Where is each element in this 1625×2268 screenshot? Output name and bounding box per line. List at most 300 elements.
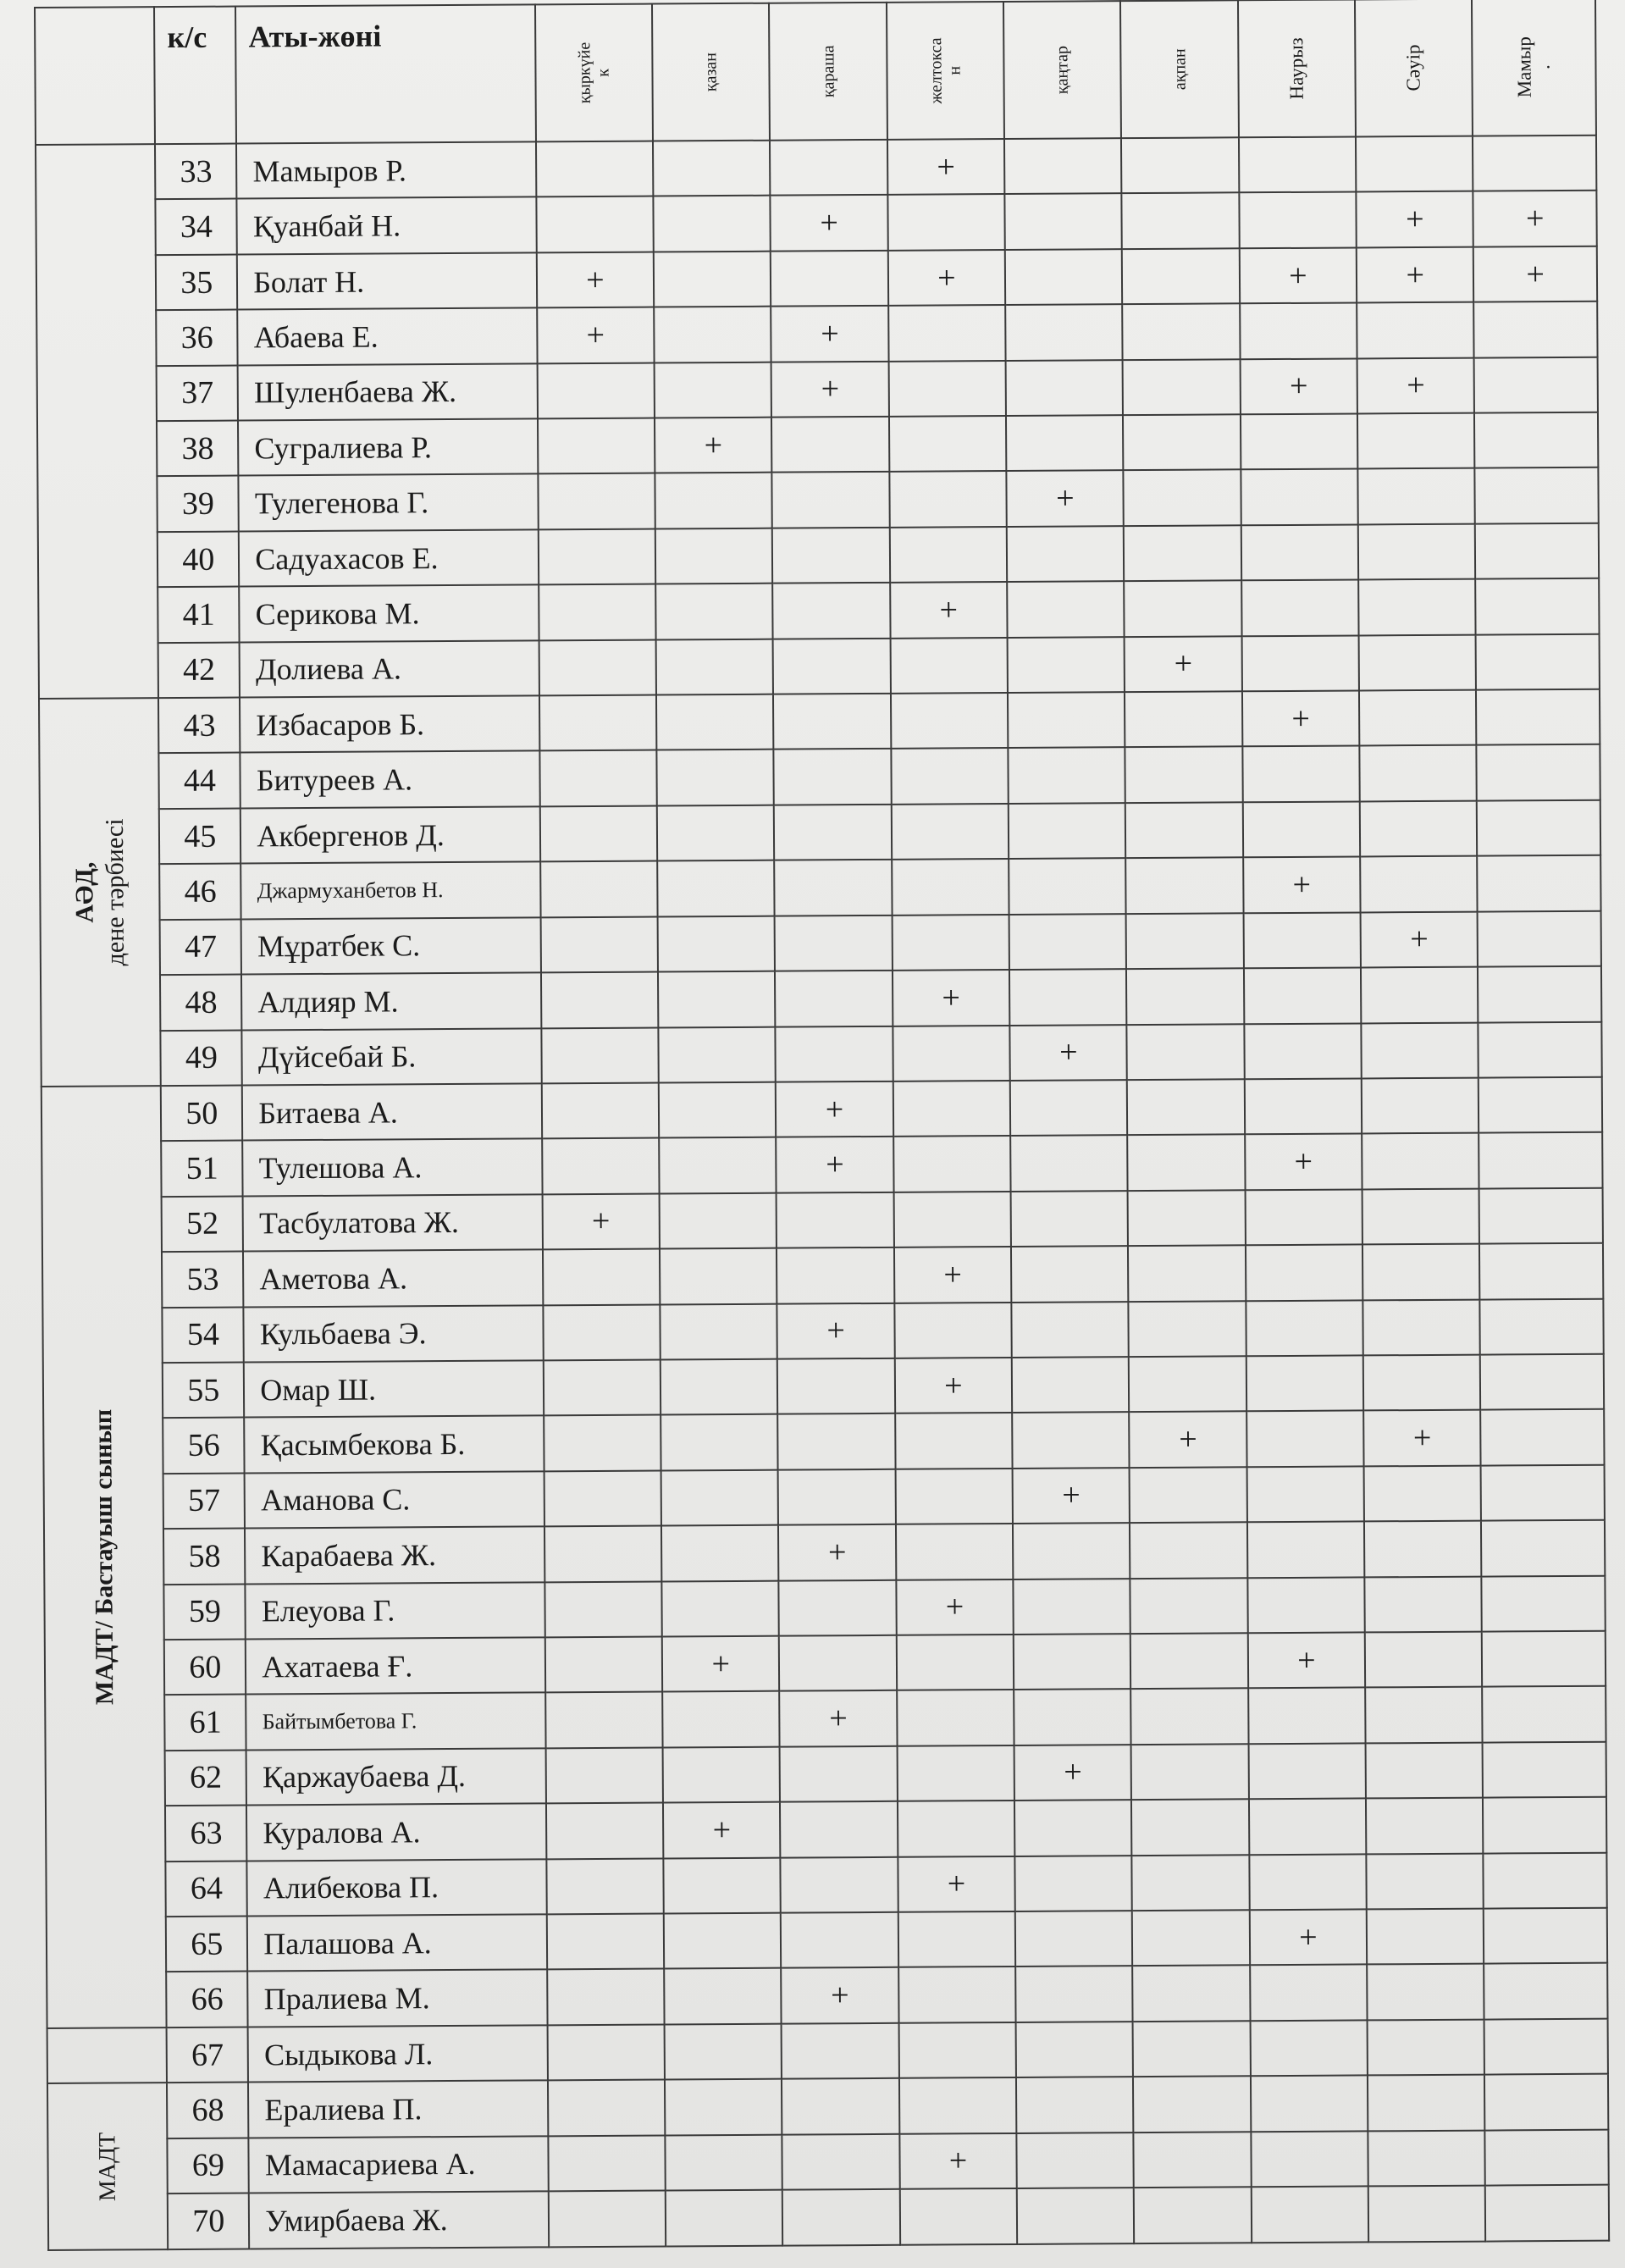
mark-cell bbox=[1479, 1132, 1603, 1188]
mark-cell: + bbox=[1245, 1134, 1362, 1190]
mark-cell bbox=[1010, 1135, 1128, 1191]
mark-cell bbox=[776, 1026, 893, 1081]
mark-cell bbox=[1359, 690, 1477, 746]
mark-cell bbox=[1474, 412, 1598, 468]
mark-cell bbox=[1014, 1856, 1132, 1911]
table-row bbox=[46, 1852, 1606, 1917]
mark-cell bbox=[1121, 137, 1239, 193]
student-name: Аметова А. bbox=[243, 1249, 543, 1307]
mark-cell bbox=[1252, 2186, 1369, 2243]
mark-cell bbox=[893, 1081, 1011, 1137]
mark-cell bbox=[891, 748, 1009, 804]
mark-cell bbox=[1126, 858, 1244, 914]
student-name: Алдияр М. bbox=[241, 972, 541, 1030]
mark-cell bbox=[1011, 1302, 1129, 1358]
mark-cell bbox=[1133, 1966, 1251, 2022]
table-row bbox=[38, 578, 1599, 644]
mark-cell bbox=[1247, 1522, 1365, 1578]
mark-cell bbox=[1362, 1244, 1480, 1300]
mark-cell bbox=[1359, 634, 1477, 690]
table-row bbox=[42, 1187, 1603, 1253]
header-month-oct: қазан bbox=[652, 3, 770, 141]
mark-cell: + bbox=[777, 1303, 895, 1358]
mark-cell bbox=[659, 1082, 777, 1138]
mark-cell bbox=[654, 252, 771, 307]
mark-cell bbox=[1482, 1575, 1606, 1631]
mark-cell: + bbox=[894, 1247, 1012, 1303]
student-name: Ахатаева Ғ. bbox=[246, 1637, 545, 1695]
mark-cell bbox=[656, 694, 774, 750]
group-label-cell bbox=[39, 698, 161, 1087]
mark-cell bbox=[779, 1579, 897, 1635]
header-month-apr: Сәуір bbox=[1355, 0, 1473, 136]
mark-cell bbox=[1131, 1689, 1249, 1745]
mark-cell bbox=[545, 1747, 663, 1803]
mark-cell bbox=[893, 1192, 1011, 1247]
mark-cell: + bbox=[1357, 357, 1475, 413]
mark-cell: + bbox=[1130, 1412, 1247, 1468]
mark-cell bbox=[1365, 1632, 1483, 1688]
table-header bbox=[35, 0, 1596, 145]
table-row bbox=[44, 1520, 1605, 1585]
mark-cell bbox=[1358, 523, 1476, 579]
student-name: Долиева А. bbox=[240, 640, 539, 698]
mark-cell bbox=[661, 1414, 778, 1470]
mark-cell bbox=[654, 307, 771, 362]
mark-cell bbox=[1016, 2077, 1134, 2132]
mark-cell bbox=[1358, 468, 1476, 524]
row-number: 68 bbox=[167, 2083, 248, 2138]
table-body bbox=[36, 136, 1609, 2250]
mark-cell: + bbox=[771, 361, 889, 417]
table-row bbox=[41, 1021, 1601, 1087]
mark-cell bbox=[1478, 966, 1601, 1022]
mark-cell bbox=[1009, 914, 1127, 970]
mark-cell bbox=[544, 1526, 662, 1582]
mark-cell: + bbox=[1473, 246, 1597, 302]
mark-cell bbox=[781, 1912, 898, 1968]
mark-cell bbox=[779, 1635, 897, 1691]
table-row bbox=[40, 800, 1600, 866]
mark-cell bbox=[547, 2024, 665, 2080]
mark-cell bbox=[775, 915, 893, 971]
mark-cell bbox=[1128, 1190, 1246, 1246]
mark-cell: + bbox=[1473, 191, 1597, 246]
mark-cell bbox=[537, 362, 655, 418]
table-row bbox=[45, 1686, 1606, 1751]
mark-cell bbox=[547, 1969, 665, 2025]
student-name: Тасбулатова Ж. bbox=[243, 1194, 543, 1252]
mark-cell bbox=[1124, 470, 1241, 526]
mark-cell bbox=[1479, 1187, 1603, 1243]
mark-cell bbox=[1473, 136, 1596, 191]
mark-cell bbox=[544, 1415, 661, 1471]
header-number: к/с bbox=[154, 7, 236, 145]
mark-cell bbox=[1014, 1689, 1131, 1745]
mark-cell bbox=[543, 1249, 661, 1305]
row-number: 41 bbox=[158, 587, 240, 643]
mark-cell bbox=[1251, 2131, 1368, 2187]
mark-cell bbox=[771, 251, 888, 307]
row-number: 35 bbox=[156, 254, 237, 310]
mark-cell bbox=[1125, 691, 1242, 747]
mark-cell bbox=[1475, 467, 1599, 523]
mark-cell bbox=[1123, 304, 1241, 360]
mark-cell bbox=[1005, 304, 1123, 360]
mark-cell bbox=[780, 1801, 898, 1857]
mark-cell: + bbox=[1240, 358, 1357, 414]
row-number: 61 bbox=[165, 1695, 246, 1751]
mark-cell bbox=[660, 1303, 777, 1359]
row-number: 53 bbox=[162, 1252, 243, 1308]
mark-cell bbox=[1481, 1409, 1605, 1465]
mark-cell bbox=[1014, 1800, 1132, 1856]
mark-cell bbox=[778, 1469, 896, 1525]
mark-cell bbox=[1008, 637, 1125, 693]
mark-cell bbox=[1016, 2132, 1134, 2188]
mark-cell bbox=[771, 417, 889, 473]
mark-cell bbox=[898, 1911, 1016, 1967]
student-name: Алибекова П. bbox=[247, 1859, 547, 1917]
mark-cell bbox=[546, 1858, 664, 1914]
mark-cell bbox=[655, 528, 773, 584]
mark-cell bbox=[539, 528, 656, 584]
mark-cell bbox=[549, 2191, 666, 2248]
mark-cell bbox=[1484, 2074, 1608, 2130]
mark-cell bbox=[660, 1248, 777, 1304]
mark-cell bbox=[782, 2078, 899, 2134]
mark-cell bbox=[538, 418, 655, 474]
student-name: Кульбаева Э. bbox=[244, 1305, 544, 1363]
mark-cell: + bbox=[782, 1967, 899, 2023]
mark-cell bbox=[1481, 1520, 1605, 1576]
mark-cell bbox=[893, 1025, 1010, 1081]
row-number: 64 bbox=[166, 1861, 247, 1917]
student-name: Битаева А. bbox=[242, 1083, 542, 1141]
mark-cell bbox=[1362, 1078, 1479, 1134]
mark-cell bbox=[545, 1692, 663, 1748]
mark-cell bbox=[1485, 2129, 1609, 2185]
mark-cell bbox=[542, 1138, 660, 1194]
mark-cell bbox=[1476, 633, 1600, 689]
mark-cell bbox=[1241, 469, 1358, 525]
mark-cell bbox=[1478, 910, 1601, 966]
mark-cell bbox=[541, 1027, 659, 1083]
group-label-line2 bbox=[119, 1409, 120, 1705]
table-row bbox=[43, 1354, 1604, 1419]
mark-cell: + bbox=[895, 1358, 1013, 1413]
row-number: 34 bbox=[156, 199, 237, 255]
mark-cell bbox=[1012, 1412, 1130, 1468]
table-row bbox=[41, 1132, 1602, 1198]
mark-cell bbox=[895, 1413, 1013, 1469]
mark-cell bbox=[892, 859, 1009, 915]
mark-cell bbox=[1013, 1523, 1130, 1579]
mark-cell bbox=[772, 472, 890, 528]
mark-cell bbox=[1364, 1576, 1482, 1632]
header-month-may: Мамыр . bbox=[1472, 0, 1596, 136]
row-number: 62 bbox=[165, 1750, 246, 1806]
row-number: 57 bbox=[163, 1473, 245, 1529]
mark-cell bbox=[775, 860, 893, 915]
table-row bbox=[36, 301, 1597, 367]
student-name: Джармуханбетов Н. bbox=[240, 862, 540, 920]
table-row bbox=[47, 1908, 1607, 1973]
mark-cell bbox=[545, 1636, 663, 1692]
table-row bbox=[42, 1243, 1603, 1308]
mark-cell bbox=[536, 196, 654, 252]
mark-cell bbox=[1125, 581, 1242, 637]
mark-cell bbox=[1243, 912, 1361, 968]
row-number: 59 bbox=[164, 1584, 246, 1640]
header-month-mar: Наурыз bbox=[1238, 0, 1356, 137]
mark-cell bbox=[540, 916, 658, 972]
mark-cell bbox=[778, 1413, 896, 1469]
mark-cell bbox=[1250, 2020, 1368, 2076]
table-row bbox=[45, 1631, 1606, 1696]
mark-cell bbox=[1248, 1743, 1366, 1799]
student-name: Акбергенов Д. bbox=[240, 806, 540, 864]
mark-cell bbox=[662, 1691, 780, 1747]
student-name: Мұратбек С. bbox=[241, 917, 541, 975]
row-number: 36 bbox=[157, 310, 238, 366]
mark-cell bbox=[1006, 360, 1124, 416]
header-month-nov: қараша bbox=[769, 3, 887, 141]
mark-cell bbox=[1123, 414, 1241, 470]
mark-cell bbox=[893, 1136, 1011, 1192]
student-name: Сугралиева Р. bbox=[238, 418, 538, 476]
mark-cell: + bbox=[777, 1137, 894, 1192]
mark-cell bbox=[1126, 913, 1244, 969]
mark-cell bbox=[653, 196, 771, 252]
table-row bbox=[37, 467, 1598, 533]
mark-cell bbox=[1250, 1965, 1368, 2021]
mark-cell bbox=[1363, 1355, 1481, 1411]
mark-cell: + bbox=[899, 2133, 1017, 2189]
mark-cell bbox=[1368, 2019, 1485, 2075]
mark-cell bbox=[897, 1745, 1014, 1801]
mark-cell bbox=[539, 750, 657, 806]
mark-cell bbox=[544, 1359, 661, 1415]
mark-cell bbox=[1010, 1080, 1128, 1136]
mark-cell bbox=[657, 860, 775, 916]
row-number: 70 bbox=[168, 2193, 249, 2250]
mark-cell bbox=[659, 1137, 777, 1193]
mark-cell bbox=[896, 1524, 1014, 1579]
row-number: 50 bbox=[161, 1085, 242, 1141]
mark-cell bbox=[1478, 855, 1601, 911]
student-name: Елеуова Г. bbox=[246, 1582, 545, 1640]
mark-cell bbox=[655, 584, 773, 639]
mark-cell bbox=[1362, 1133, 1479, 1189]
mark-cell bbox=[1123, 359, 1241, 415]
mark-cell bbox=[888, 361, 1006, 417]
mark-cell: + bbox=[1250, 1909, 1368, 1965]
mark-cell bbox=[546, 1803, 664, 1859]
mark-cell bbox=[540, 861, 658, 917]
mark-cell bbox=[658, 971, 776, 1027]
table-row bbox=[39, 744, 1600, 810]
mark-cell bbox=[1361, 1022, 1479, 1078]
row-number: 52 bbox=[162, 1196, 243, 1252]
mark-cell bbox=[1482, 1631, 1606, 1687]
mark-cell bbox=[656, 639, 774, 694]
mark-cell bbox=[774, 749, 892, 805]
mark-cell bbox=[658, 915, 776, 971]
student-name: Палашова А. bbox=[247, 1914, 547, 1972]
mark-cell: + bbox=[1240, 247, 1357, 303]
mark-cell bbox=[1004, 194, 1122, 250]
table-row bbox=[47, 1963, 1607, 2028]
student-name: Байтымбетова Г. bbox=[246, 1693, 545, 1751]
mark-cell bbox=[1241, 413, 1358, 469]
mark-cell bbox=[653, 141, 771, 196]
mark-cell bbox=[1005, 249, 1123, 305]
student-name: Битуреев А. bbox=[240, 751, 540, 809]
mark-cell bbox=[661, 1469, 779, 1525]
mark-cell bbox=[656, 750, 774, 805]
mark-cell bbox=[1368, 2130, 1485, 2186]
mark-cell bbox=[1130, 1633, 1248, 1689]
student-name: Қасымбекова Б. bbox=[244, 1416, 544, 1474]
row-number: 63 bbox=[165, 1806, 246, 1861]
mark-cell: + bbox=[537, 252, 655, 307]
mark-cell bbox=[890, 638, 1008, 694]
mark-cell bbox=[1248, 1688, 1366, 1744]
mark-cell: + bbox=[1243, 857, 1361, 913]
header-group-cell bbox=[35, 7, 155, 145]
mark-cell bbox=[774, 805, 892, 860]
student-name: Серикова М. bbox=[239, 585, 539, 643]
mark-cell bbox=[889, 471, 1007, 527]
mark-cell bbox=[1006, 415, 1124, 471]
mark-cell bbox=[1129, 1301, 1246, 1357]
mark-cell bbox=[1246, 1300, 1363, 1356]
student-name: Пралиева М. bbox=[247, 1970, 547, 2027]
mark-cell bbox=[1366, 1853, 1484, 1909]
mark-cell bbox=[538, 473, 655, 529]
table-row bbox=[39, 633, 1600, 699]
mark-cell bbox=[1011, 1246, 1129, 1302]
mark-cell bbox=[547, 1913, 665, 1969]
table-row bbox=[39, 689, 1600, 755]
mark-cell bbox=[894, 1303, 1012, 1358]
row-number: 42 bbox=[158, 642, 240, 698]
mark-cell bbox=[1132, 1855, 1250, 1911]
table-row bbox=[41, 966, 1601, 1032]
table-row bbox=[42, 1298, 1603, 1364]
mark-cell: + bbox=[1009, 1025, 1127, 1081]
mark-cell bbox=[1009, 803, 1126, 859]
mark-cell bbox=[1015, 1911, 1133, 1967]
mark-cell bbox=[657, 805, 775, 861]
group-label bbox=[88, 1409, 120, 1705]
mark-cell: + bbox=[662, 1636, 780, 1692]
mark-cell bbox=[1249, 1799, 1367, 1855]
mark-cell bbox=[1368, 2075, 1485, 2131]
mark-cell bbox=[540, 805, 658, 861]
row-number: 45 bbox=[159, 808, 240, 864]
mark-cell bbox=[655, 362, 772, 418]
row-number: 33 bbox=[155, 144, 236, 200]
mark-cell bbox=[1366, 1742, 1484, 1798]
attendance-table bbox=[34, 0, 1610, 2251]
mark-cell bbox=[1244, 1023, 1362, 1079]
row-number: 43 bbox=[158, 698, 240, 754]
mark-cell bbox=[1475, 523, 1599, 579]
mark-cell bbox=[1364, 1465, 1482, 1521]
mark-cell bbox=[1239, 192, 1357, 248]
mark-cell bbox=[1366, 1798, 1484, 1854]
student-name: Мамасариева А. bbox=[249, 2136, 549, 2193]
row-number: 55 bbox=[163, 1362, 244, 1418]
mark-cell bbox=[548, 2080, 666, 2136]
group-label-cell bbox=[36, 144, 158, 699]
mark-cell bbox=[1241, 524, 1359, 580]
mark-cell bbox=[655, 473, 772, 528]
mark-cell bbox=[1124, 525, 1241, 581]
mark-cell bbox=[1358, 579, 1476, 635]
mark-cell bbox=[887, 194, 1005, 250]
mark-cell bbox=[661, 1359, 778, 1415]
mark-cell: + bbox=[887, 139, 1005, 195]
mark-cell bbox=[1128, 1245, 1246, 1301]
mark-cell bbox=[666, 2190, 783, 2247]
row-number: 54 bbox=[163, 1307, 244, 1363]
mark-cell bbox=[1360, 745, 1478, 801]
mark-cell bbox=[1012, 1357, 1130, 1413]
mark-cell bbox=[1484, 1908, 1607, 1964]
mark-cell bbox=[1480, 1354, 1604, 1410]
mark-cell: + bbox=[1006, 471, 1124, 527]
mark-cell bbox=[898, 1967, 1016, 2022]
mark-cell bbox=[661, 1580, 779, 1636]
mark-cell bbox=[541, 972, 659, 1028]
mark-cell: + bbox=[1357, 246, 1474, 302]
mark-cell: + bbox=[1361, 911, 1479, 967]
mark-cell bbox=[898, 1801, 1015, 1856]
mark-cell bbox=[890, 527, 1008, 583]
mark-cell bbox=[1245, 1078, 1362, 1134]
mark-cell bbox=[891, 693, 1009, 749]
header-month-sep: қыркүйе к bbox=[535, 4, 653, 142]
row-number: 60 bbox=[164, 1639, 246, 1695]
mark-cell bbox=[1008, 748, 1125, 804]
group-label-cell bbox=[41, 1086, 167, 2028]
mark-cell bbox=[1247, 1577, 1365, 1633]
mark-cell: + bbox=[898, 1856, 1015, 1912]
mark-cell bbox=[1477, 800, 1600, 856]
row-number: 46 bbox=[160, 864, 241, 920]
mark-cell bbox=[1130, 1578, 1248, 1634]
row-number: 47 bbox=[160, 919, 241, 975]
mark-cell bbox=[1134, 2187, 1252, 2243]
mark-cell bbox=[536, 141, 654, 197]
row-number: 38 bbox=[157, 421, 238, 477]
mark-cell: + bbox=[888, 250, 1006, 306]
mark-cell bbox=[1368, 2186, 1486, 2243]
mark-cell bbox=[888, 305, 1006, 361]
mark-cell bbox=[1360, 800, 1478, 856]
student-name: Мамыров Р. bbox=[236, 141, 536, 199]
student-name: Қуанбай Н. bbox=[237, 197, 537, 255]
mark-cell bbox=[1483, 1741, 1606, 1797]
mark-cell bbox=[1479, 1243, 1603, 1299]
mark-cell bbox=[1007, 581, 1125, 637]
row-number: 40 bbox=[158, 531, 239, 587]
student-name: Умирбаева Ж. bbox=[249, 2191, 549, 2249]
mark-cell bbox=[1009, 969, 1127, 1025]
